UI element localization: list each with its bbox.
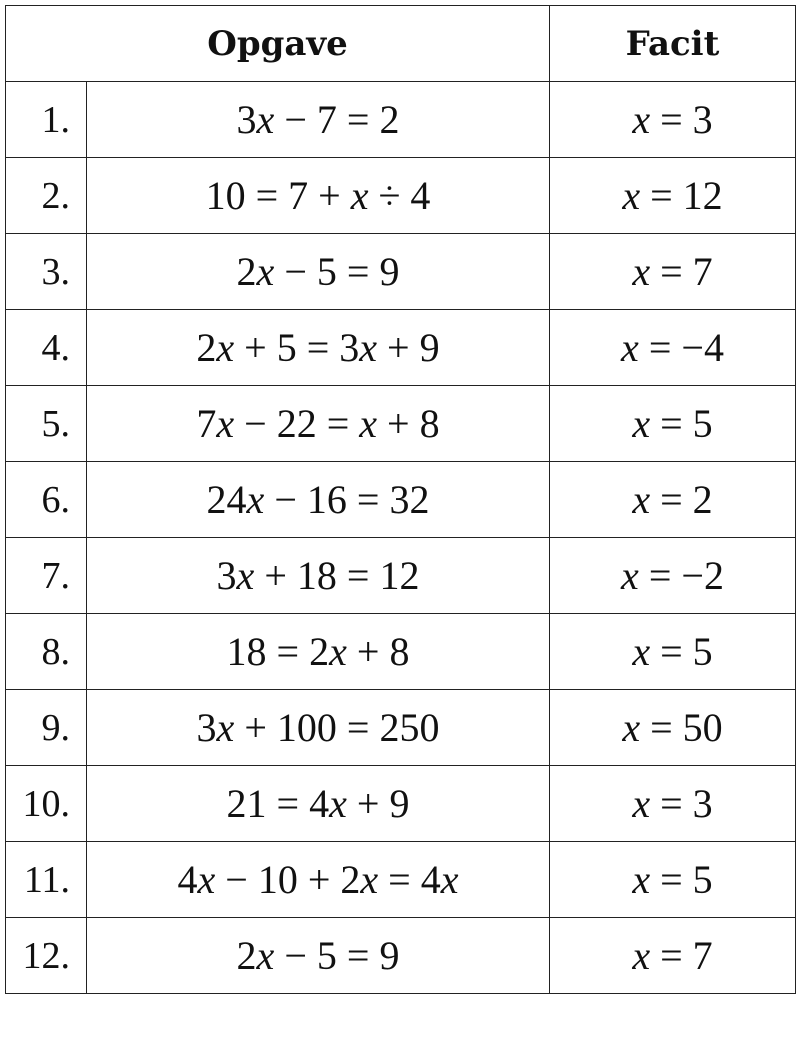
table-row xyxy=(6,386,796,462)
header-exercise: Opgave xyxy=(6,6,550,82)
answer-cell: x = −4 xyxy=(550,310,796,386)
equation-cell: 3x − 7 = 2 xyxy=(87,82,550,158)
exercise-table xyxy=(5,5,796,994)
row-number: 8. xyxy=(6,614,87,690)
equation-cell: 2x + 5 = 3x + 9 xyxy=(87,310,550,386)
table-row xyxy=(6,82,796,158)
equation-cell: 18 = 2x + 8 xyxy=(87,614,550,690)
answer-cell: x = 7 xyxy=(550,234,796,310)
equation-cell: 3x + 100 = 250 xyxy=(87,690,550,766)
table-row xyxy=(6,462,796,538)
row-number: 6. xyxy=(6,462,87,538)
answer-cell: x = 50 xyxy=(550,690,796,766)
equation-cell: 4x − 10 + 2x = 4x xyxy=(87,842,550,918)
table-row xyxy=(6,158,796,234)
row-number: 11. xyxy=(6,842,87,918)
row-number: 2. xyxy=(6,158,87,234)
equation-cell: 2x − 5 = 9 xyxy=(87,234,550,310)
row-number: 9. xyxy=(6,690,87,766)
row-number: 1. xyxy=(6,82,87,158)
answer-cell: x = 3 xyxy=(550,766,796,842)
table-row xyxy=(6,234,796,310)
header-row xyxy=(6,6,796,82)
answer-cell: x = −2 xyxy=(550,538,796,614)
equation-cell: 2x − 5 = 9 xyxy=(87,918,550,994)
answer-cell: x = 5 xyxy=(550,614,796,690)
row-number: 3. xyxy=(6,234,87,310)
table-row xyxy=(6,690,796,766)
equation-cell: 3x + 18 = 12 xyxy=(87,538,550,614)
equation-cell: 24x − 16 = 32 xyxy=(87,462,550,538)
answer-cell: x = 5 xyxy=(550,842,796,918)
row-number: 5. xyxy=(6,386,87,462)
equation-cell: 7x − 22 = x + 8 xyxy=(87,386,550,462)
answer-cell: x = 12 xyxy=(550,158,796,234)
table-row xyxy=(6,538,796,614)
table-row xyxy=(6,310,796,386)
equation-cell: 10 = 7 + x ÷ 4 xyxy=(87,158,550,234)
table-row xyxy=(6,842,796,918)
answer-cell: x = 5 xyxy=(550,386,796,462)
header-answer: Facit xyxy=(550,6,796,82)
table-row xyxy=(6,918,796,994)
answer-cell: x = 2 xyxy=(550,462,796,538)
answer-cell: x = 3 xyxy=(550,82,796,158)
equation-cell: 21 = 4x + 9 xyxy=(87,766,550,842)
table-row xyxy=(6,614,796,690)
table-row xyxy=(6,766,796,842)
row-number: 12. xyxy=(6,918,87,994)
row-number: 7. xyxy=(6,538,87,614)
answer-cell: x = 7 xyxy=(550,918,796,994)
row-number: 4. xyxy=(6,310,87,386)
row-number: 10. xyxy=(6,766,87,842)
